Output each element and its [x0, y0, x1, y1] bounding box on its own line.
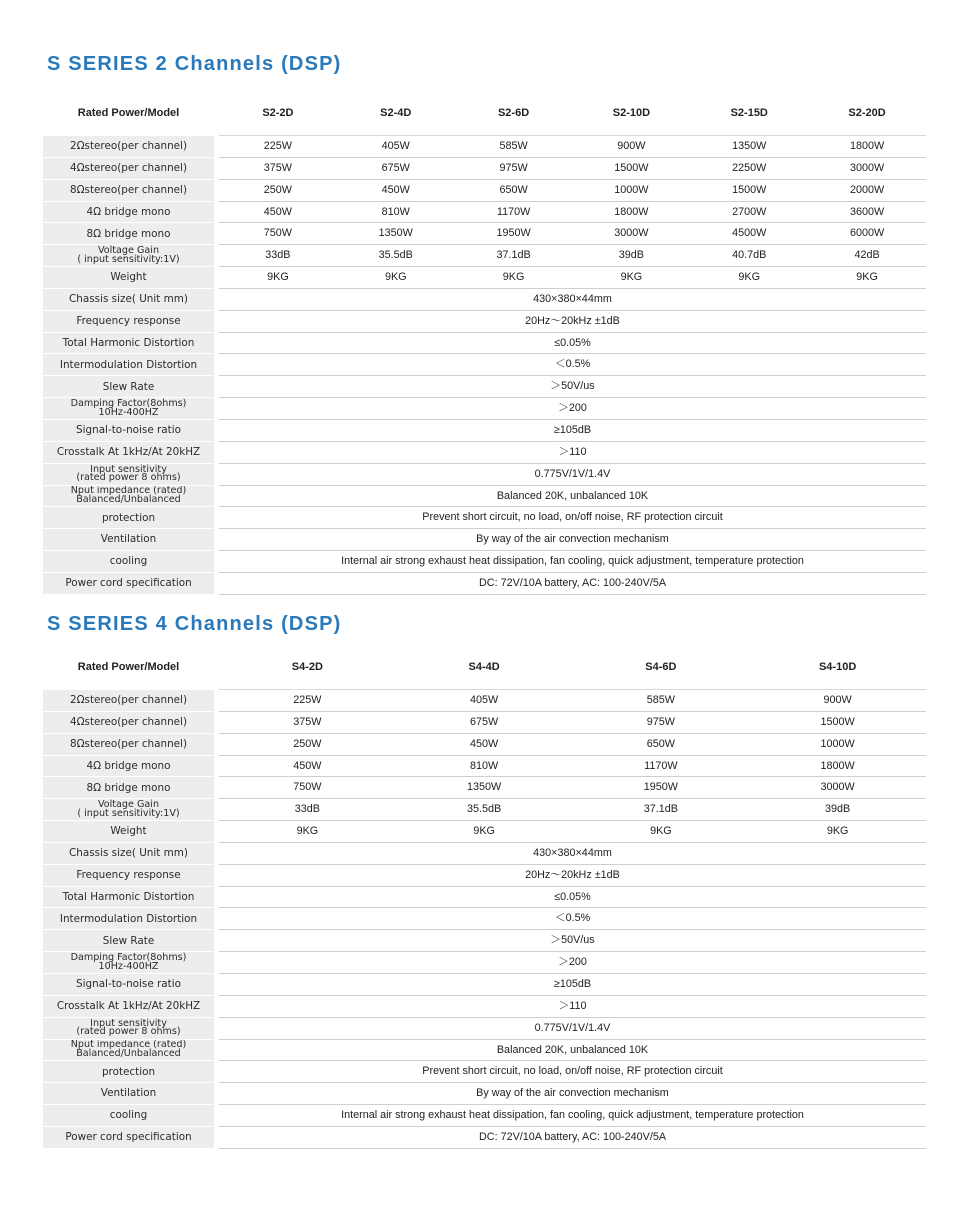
- shared-value-cell: ＞50V/us: [219, 930, 926, 952]
- table-row: [43, 463, 926, 485]
- table-row: [43, 267, 926, 289]
- table-row: [43, 441, 926, 463]
- spec-table-2ch: [43, 96, 926, 595]
- value-cell: 9KG: [219, 267, 337, 289]
- shared-value-cell: ≥105dB: [219, 973, 926, 995]
- value-cell: 225W: [219, 690, 396, 712]
- value-cell: 39dB: [572, 245, 690, 267]
- value-cell: 250W: [219, 179, 337, 201]
- value-cell: 675W: [396, 711, 573, 733]
- value-cell: 9KG: [573, 821, 750, 843]
- table-row: [43, 419, 926, 441]
- row-label: 4Ωstereo(per channel): [43, 157, 214, 179]
- table-row: [43, 908, 926, 930]
- row-label-line: Damping Factor(8ohms): [70, 952, 187, 964]
- value-cell: 650W: [455, 179, 573, 201]
- model-header: S4-6D: [573, 650, 750, 690]
- row-label: Ventilation: [43, 1083, 214, 1105]
- row-label-line: Damping Factor(8ohms): [70, 398, 187, 410]
- value-cell: 250W: [219, 733, 396, 755]
- row-label-line: Balanced/Unbalanced: [76, 493, 181, 505]
- value-cell: 375W: [219, 711, 396, 733]
- shared-value-cell: 430×380×44mm: [219, 842, 926, 864]
- row-label: Crosstalk At 1kHz/At 20kHZ: [43, 441, 214, 463]
- row-label: [43, 799, 214, 821]
- shared-value-cell: ≤0.05%: [219, 886, 926, 908]
- value-cell: 33dB: [219, 245, 337, 267]
- model-header: S2-20D: [808, 96, 926, 136]
- row-label: Power cord specification: [43, 1126, 214, 1148]
- row-label: 4Ω bridge mono: [43, 755, 214, 777]
- table-title-2ch: S SERIES 2 Channels (DSP): [47, 53, 342, 75]
- value-cell: 1350W: [396, 777, 573, 799]
- value-cell: 2000W: [808, 179, 926, 201]
- table-row: [43, 376, 926, 398]
- shared-value-cell: Prevent short circuit, no load, on/off noise, RF protection circuit: [219, 1061, 926, 1083]
- value-cell: 450W: [396, 733, 573, 755]
- shared-value-cell: ＜0.5%: [219, 908, 926, 930]
- header-row: [43, 96, 926, 136]
- row-label-line: Nput impedance (rated): [70, 1039, 187, 1051]
- value-cell: 650W: [573, 733, 750, 755]
- value-cell: 9KG: [749, 821, 926, 843]
- model-header: S2-10D: [572, 96, 690, 136]
- row-label-line: ( input sensitivity:1V): [77, 253, 180, 265]
- value-cell: 405W: [337, 136, 455, 158]
- value-cell: 9KG: [808, 267, 926, 289]
- value-cell: 9KG: [219, 821, 396, 843]
- row-label-line: Balanced/Unbalanced: [76, 1047, 181, 1059]
- table-row: [43, 755, 926, 777]
- row-label-line: (rated power 8 ohms): [76, 1026, 181, 1038]
- table-row: [43, 179, 926, 201]
- value-cell: 37.1dB: [573, 799, 750, 821]
- table-row: [43, 354, 926, 376]
- row-label: Weight: [43, 821, 214, 843]
- shared-value-cell: 20Hz～20kHz ±1dB: [219, 310, 926, 332]
- table-row: [43, 886, 926, 908]
- row-label: Weight: [43, 267, 214, 289]
- shared-value-cell: ＞110: [219, 441, 926, 463]
- value-cell: 3000W: [749, 777, 926, 799]
- model-header: S2-6D: [455, 96, 573, 136]
- value-cell: 450W: [219, 201, 337, 223]
- table-row: [43, 551, 926, 573]
- table-row: [43, 245, 926, 267]
- table-row: [43, 201, 926, 223]
- table-row: [43, 973, 926, 995]
- row-label-line: Input sensitivity: [90, 463, 167, 475]
- value-cell: 3000W: [808, 157, 926, 179]
- row-label-line: ( input sensitivity:1V): [77, 807, 180, 819]
- shared-value-cell: ＞200: [219, 398, 926, 420]
- shared-value-cell: 20Hz～20kHz ±1dB: [219, 864, 926, 886]
- value-cell: 1000W: [749, 733, 926, 755]
- value-cell: 1500W: [690, 179, 808, 201]
- table-row: [43, 1017, 926, 1039]
- value-cell: 1170W: [455, 201, 573, 223]
- shared-value-cell: 0.775V/1V/1.4V: [219, 1017, 926, 1039]
- value-cell: 3600W: [808, 201, 926, 223]
- value-cell: 375W: [219, 157, 337, 179]
- table-row: [43, 799, 926, 821]
- table-row: [43, 952, 926, 974]
- row-label-line: 10Hz-400HZ: [98, 960, 159, 972]
- table-row: [43, 310, 926, 332]
- table-row: [43, 821, 926, 843]
- table-row: [43, 223, 926, 245]
- row-label: [43, 398, 214, 420]
- value-cell: 33dB: [219, 799, 396, 821]
- row-label-line: Voltage Gain: [97, 799, 160, 811]
- model-header: S4-10D: [749, 650, 926, 690]
- row-label: Frequency response: [43, 864, 214, 886]
- table-row: [43, 485, 926, 507]
- row-label-line: Nput impedance (rated): [70, 485, 187, 497]
- model-header: S4-2D: [219, 650, 396, 690]
- table-row: [43, 572, 926, 594]
- row-label: cooling: [43, 1105, 214, 1127]
- shared-value-cell: DC: 72V/10A battery, AC: 100-240V/5A: [219, 1126, 926, 1148]
- table-row: [43, 1083, 926, 1105]
- value-cell: 3000W: [572, 223, 690, 245]
- table-row: [43, 288, 926, 310]
- header-label: Rated Power/Model: [77, 660, 180, 673]
- shared-value-cell: By way of the air convection mechanism: [219, 529, 926, 551]
- value-cell: 810W: [396, 755, 573, 777]
- shared-value-cell: Balanced 20K, unbalanced 10K: [219, 485, 926, 507]
- row-label: Frequency response: [43, 310, 214, 332]
- value-cell: 1800W: [572, 201, 690, 223]
- shared-value-cell: Prevent short circuit, no load, on/off noise, RF protection circuit: [219, 507, 926, 529]
- model-header: S4-4D: [396, 650, 573, 690]
- row-label: Power cord specification: [43, 572, 214, 594]
- value-cell: 2250W: [690, 157, 808, 179]
- table-row: [43, 733, 926, 755]
- value-cell: 1950W: [455, 223, 573, 245]
- value-cell: 1350W: [690, 136, 808, 158]
- value-cell: 1500W: [572, 157, 690, 179]
- value-cell: 405W: [396, 690, 573, 712]
- row-label: Signal-to-noise ratio: [43, 419, 214, 441]
- row-label: 8Ωstereo(per channel): [43, 179, 214, 201]
- table-row: [43, 777, 926, 799]
- value-cell: 2700W: [690, 201, 808, 223]
- value-cell: 1170W: [573, 755, 750, 777]
- row-label: protection: [43, 507, 214, 529]
- value-cell: 975W: [573, 711, 750, 733]
- value-cell: 810W: [337, 201, 455, 223]
- table-row: [43, 842, 926, 864]
- row-label: 2Ωstereo(per channel): [43, 690, 214, 712]
- value-cell: 4500W: [690, 223, 808, 245]
- table-row: [43, 398, 926, 420]
- shared-value-cell: 0.775V/1V/1.4V: [219, 463, 926, 485]
- value-cell: 9KG: [337, 267, 455, 289]
- row-label: Total Harmonic Distortion: [43, 886, 214, 908]
- shared-value-cell: ＜0.5%: [219, 354, 926, 376]
- header-row: [43, 650, 926, 690]
- value-cell: 35.5dB: [337, 245, 455, 267]
- row-label: 8Ω bridge mono: [43, 223, 214, 245]
- table-title-4ch: S SERIES 4 Channels (DSP): [47, 613, 342, 635]
- row-label: [43, 1039, 214, 1061]
- table-row: [43, 157, 926, 179]
- table-row: [43, 995, 926, 1017]
- value-cell: 225W: [219, 136, 337, 158]
- value-cell: 1800W: [808, 136, 926, 158]
- table-row: [43, 1061, 926, 1083]
- table-row: [43, 1039, 926, 1061]
- value-cell: 6000W: [808, 223, 926, 245]
- value-cell: 1950W: [573, 777, 750, 799]
- table-row: [43, 690, 926, 712]
- value-cell: 675W: [337, 157, 455, 179]
- row-label: 8Ω bridge mono: [43, 777, 214, 799]
- value-cell: 1800W: [749, 755, 926, 777]
- table-row: [43, 136, 926, 158]
- model-header: S2-15D: [690, 96, 808, 136]
- value-cell: 585W: [455, 136, 573, 158]
- shared-value-cell: Balanced 20K, unbalanced 10K: [219, 1039, 926, 1061]
- table-row: [43, 529, 926, 551]
- value-cell: 900W: [572, 136, 690, 158]
- row-label-line: (rated power 8 ohms): [76, 472, 181, 484]
- model-header: S2-2D: [219, 96, 337, 136]
- value-cell: 750W: [219, 223, 337, 245]
- value-cell: 9KG: [690, 267, 808, 289]
- value-cell: 975W: [455, 157, 573, 179]
- shared-value-cell: ＞50V/us: [219, 376, 926, 398]
- value-cell: 450W: [219, 755, 396, 777]
- table-row: [43, 507, 926, 529]
- shared-value-cell: 430×380×44mm: [219, 288, 926, 310]
- value-cell: 585W: [573, 690, 750, 712]
- row-label: [43, 1017, 214, 1039]
- row-label-line: Voltage Gain: [97, 245, 160, 257]
- value-cell: 9KG: [572, 267, 690, 289]
- row-label: Slew Rate: [43, 930, 214, 952]
- value-cell: 1350W: [337, 223, 455, 245]
- row-label: Signal-to-noise ratio: [43, 973, 214, 995]
- row-label: [43, 245, 214, 267]
- row-label: 4Ω bridge mono: [43, 201, 214, 223]
- table-row: [43, 1105, 926, 1127]
- value-cell: 1000W: [572, 179, 690, 201]
- row-label: [43, 952, 214, 974]
- row-label: Ventilation: [43, 529, 214, 551]
- value-cell: 9KG: [396, 821, 573, 843]
- row-label: cooling: [43, 551, 214, 573]
- row-label: Total Harmonic Distortion: [43, 332, 214, 354]
- shared-value-cell: By way of the air convection mechanism: [219, 1083, 926, 1105]
- row-label: 2Ωstereo(per channel): [43, 136, 214, 158]
- row-label: Intermodulation Distortion: [43, 908, 214, 930]
- row-label: Crosstalk At 1kHz/At 20kHZ: [43, 995, 214, 1017]
- spec-table-4ch: [43, 650, 926, 1149]
- row-label: Chassis size( Unit mm): [43, 288, 214, 310]
- row-label: 4Ωstereo(per channel): [43, 711, 214, 733]
- table-row: [43, 930, 926, 952]
- row-label: [43, 485, 214, 507]
- shared-value-cell: DC: 72V/10A battery, AC: 100-240V/5A: [219, 572, 926, 594]
- value-cell: 750W: [219, 777, 396, 799]
- header-label: Rated Power/Model: [77, 106, 180, 119]
- table-row: [43, 1126, 926, 1148]
- value-cell: 900W: [749, 690, 926, 712]
- value-cell: 37.1dB: [455, 245, 573, 267]
- row-label-line: 10Hz-400HZ: [98, 406, 159, 418]
- shared-value-cell: Internal air strong exhaust heat dissipation, fan cooling, quick adjustment, temperature protection: [219, 1105, 926, 1127]
- value-cell: 42dB: [808, 245, 926, 267]
- row-label: 8Ωstereo(per channel): [43, 733, 214, 755]
- table-row: [43, 711, 926, 733]
- table-row: [43, 864, 926, 886]
- shared-value-cell: ＞200: [219, 952, 926, 974]
- value-cell: 450W: [337, 179, 455, 201]
- shared-value-cell: ＞110: [219, 995, 926, 1017]
- table-row: [43, 332, 926, 354]
- value-cell: 39dB: [749, 799, 926, 821]
- row-label-line: Input sensitivity: [90, 1017, 167, 1029]
- value-cell: 40.7dB: [690, 245, 808, 267]
- value-cell: 9KG: [455, 267, 573, 289]
- model-header: S2-4D: [337, 96, 455, 136]
- row-label: Chassis size( Unit mm): [43, 842, 214, 864]
- row-label: Intermodulation Distortion: [43, 354, 214, 376]
- row-label: [43, 463, 214, 485]
- shared-value-cell: Internal air strong exhaust heat dissipation, fan cooling, quick adjustment, temperature protection: [219, 551, 926, 573]
- row-label: Slew Rate: [43, 376, 214, 398]
- value-cell: 35.5dB: [396, 799, 573, 821]
- shared-value-cell: ≤0.05%: [219, 332, 926, 354]
- value-cell: 1500W: [749, 711, 926, 733]
- shared-value-cell: ≥105dB: [219, 419, 926, 441]
- row-label: protection: [43, 1061, 214, 1083]
